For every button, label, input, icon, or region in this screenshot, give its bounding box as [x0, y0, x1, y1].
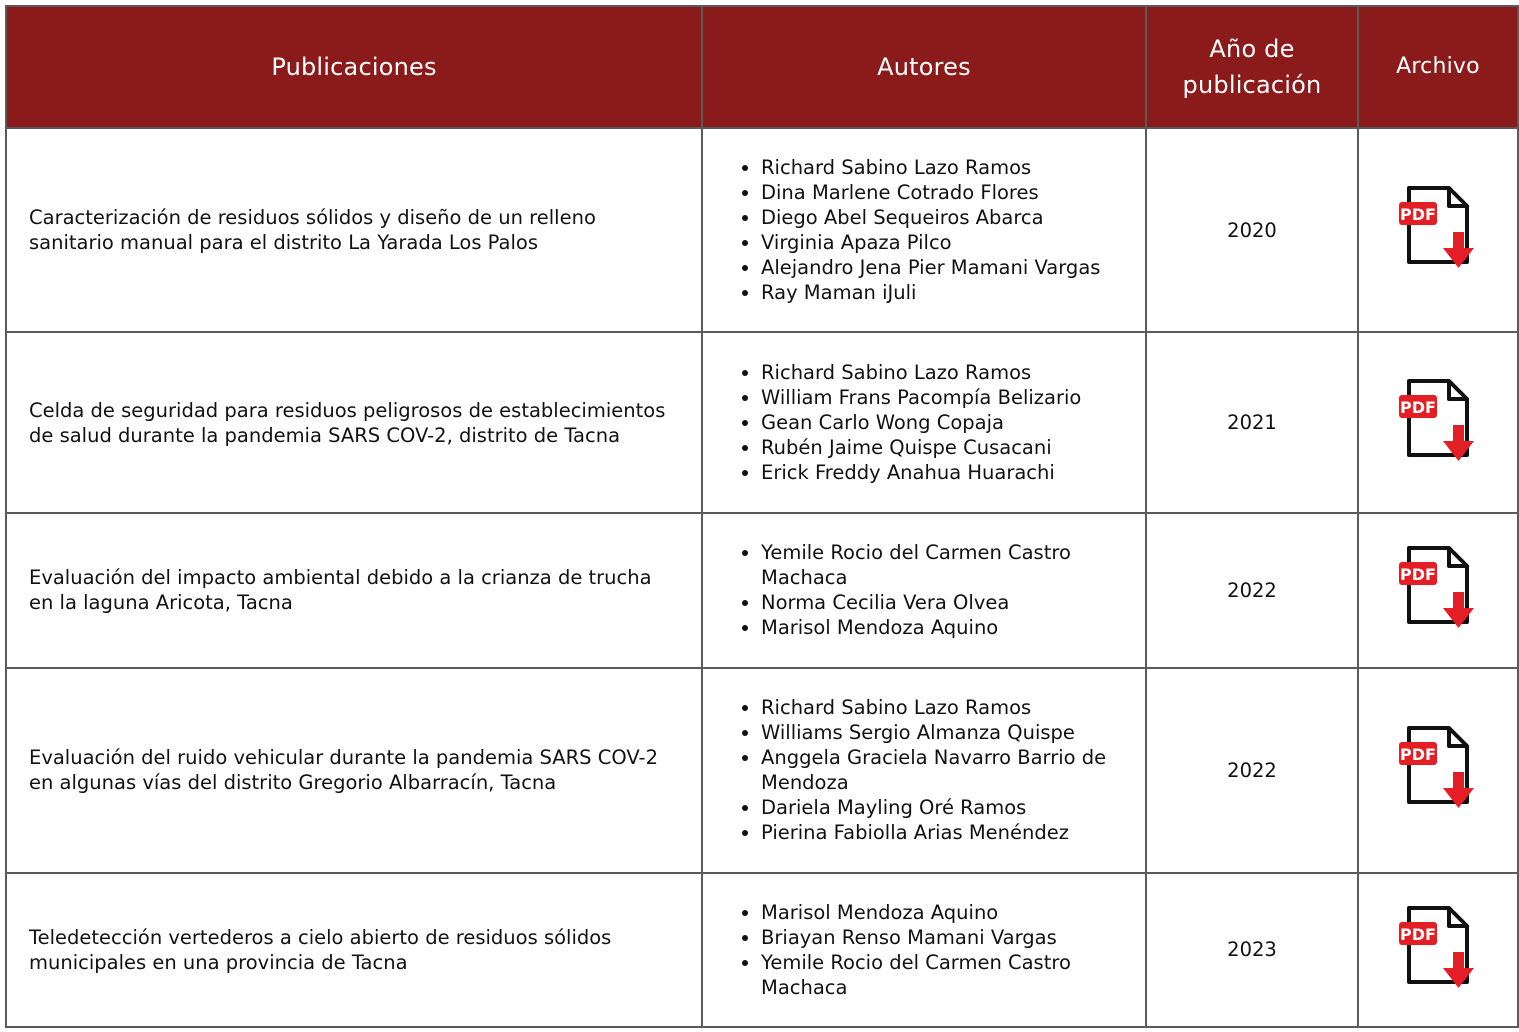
header-publications: Publicaciones — [6, 6, 702, 128]
author-item: • Williams Sergio Almanza Quispe — [761, 720, 1137, 745]
pdf-download-icon — [1397, 724, 1479, 812]
authors-list — [723, 900, 1137, 1000]
header-file: Archivo — [1358, 6, 1518, 128]
author-item: • Virginia Apaza Pilco — [761, 230, 1137, 255]
pdf-download-icon — [1397, 377, 1479, 465]
publication-year: 2022 — [1146, 668, 1358, 873]
pdf-label: PDF — [1400, 924, 1436, 944]
publication-title: Evaluación del impacto ambiental debido a la crianza de trucha en la laguna Aricota, Tacna — [6, 513, 702, 667]
author-item: • Pierina Fabiolla Arias Menéndez — [761, 820, 1137, 845]
pdf-label: PDF — [1400, 205, 1436, 225]
author-item: • Norma Cecilia Vera Olvea — [761, 590, 1137, 615]
author-item: • Dina Marlene Cotrado Flores — [761, 180, 1137, 205]
author-item: • Richard Sabino Lazo Ramos — [761, 360, 1137, 385]
author-item: • Richard Sabino Lazo Ramos — [761, 695, 1137, 720]
pdf-label: PDF — [1400, 397, 1436, 417]
file-cell — [1358, 128, 1518, 332]
author-item: • Richard Sabino Lazo Ramos — [761, 155, 1137, 180]
pdf-download-button[interactable] — [1397, 377, 1479, 465]
author-item: • Dariela Mayling Oré Ramos — [761, 795, 1137, 820]
author-item: • Marisol Mendoza Aquino — [761, 900, 1137, 925]
author-item: • Briayan Renso Mamani Vargas — [761, 925, 1137, 950]
author-item: • Erick Freddy Anahua Huarachi — [761, 460, 1137, 485]
author-item: • Marisol Mendoza Aquino — [761, 615, 1137, 640]
author-item: • Yemile Rocio del Carmen Castro Machaca — [761, 950, 1137, 1000]
publications-table — [5, 5, 1519, 1028]
table-row — [6, 873, 1518, 1027]
author-item: • William Frans Pacompía Belizario — [761, 385, 1137, 410]
publication-title: Caracterización de residuos sólidos y diseño de un relleno sanitario manual para el distrito La Yarada Los Palos — [6, 128, 702, 332]
publication-title: Teledetección vertederos a cielo abierto de residuos sólidos municipales en una provincia de Tacna — [6, 873, 702, 1027]
pdf-download-icon — [1397, 904, 1479, 992]
publication-year: 2023 — [1146, 873, 1358, 1027]
table-row — [6, 513, 1518, 667]
pdf-label: PDF — [1400, 745, 1436, 765]
pdf-download-button[interactable] — [1397, 724, 1479, 812]
authors-list — [723, 360, 1137, 485]
publication-year: 2022 — [1146, 513, 1358, 667]
publication-year: 2020 — [1146, 128, 1358, 332]
authors-cell — [702, 513, 1146, 667]
authors-cell — [702, 128, 1146, 332]
authors-cell — [702, 873, 1146, 1027]
author-item: • Anggela Graciela Navarro Barrio de Mendoza — [761, 745, 1137, 795]
authors-cell — [702, 332, 1146, 513]
pdf-label: PDF — [1400, 565, 1436, 585]
authors-list — [723, 540, 1137, 640]
author-item: • Diego Abel Sequeiros Abarca — [761, 205, 1137, 230]
author-item: • Alejandro Jena Pier Mamani Vargas — [761, 255, 1137, 280]
author-item: • Yemile Rocio del Carmen Castro Machaca — [761, 540, 1137, 590]
file-cell — [1358, 513, 1518, 667]
publication-title: Celda de seguridad para residuos peligrosos de establecimientos de salud durante la pandemia SARS COV-2, distrito de Tacna — [6, 332, 702, 513]
pdf-download-button[interactable] — [1397, 544, 1479, 632]
table-row — [6, 668, 1518, 873]
header-year: Año de publicación — [1146, 6, 1358, 128]
publication-title: Evaluación del ruido vehicular durante la pandemia SARS COV-2 en algunas vías del distrito Gregorio Albarracín, Tacna — [6, 668, 702, 873]
author-item: • Gean Carlo Wong Copaja — [761, 410, 1137, 435]
pdf-download-button[interactable] — [1397, 904, 1479, 992]
file-cell — [1358, 873, 1518, 1027]
authors-cell — [702, 668, 1146, 873]
table-header-row — [6, 6, 1518, 128]
table-row — [6, 332, 1518, 513]
authors-list — [723, 155, 1137, 305]
table-row — [6, 128, 1518, 332]
pdf-download-icon — [1397, 544, 1479, 632]
header-authors: Autores — [702, 6, 1146, 128]
pdf-download-icon — [1397, 184, 1479, 272]
authors-list — [723, 695, 1137, 845]
author-item: • Ray Maman iJuli — [761, 280, 1137, 305]
file-cell — [1358, 668, 1518, 873]
file-cell — [1358, 332, 1518, 513]
pdf-download-button[interactable] — [1397, 184, 1479, 272]
author-item: • Rubén Jaime Quispe Cusacani — [761, 435, 1137, 460]
publication-year: 2021 — [1146, 332, 1358, 513]
